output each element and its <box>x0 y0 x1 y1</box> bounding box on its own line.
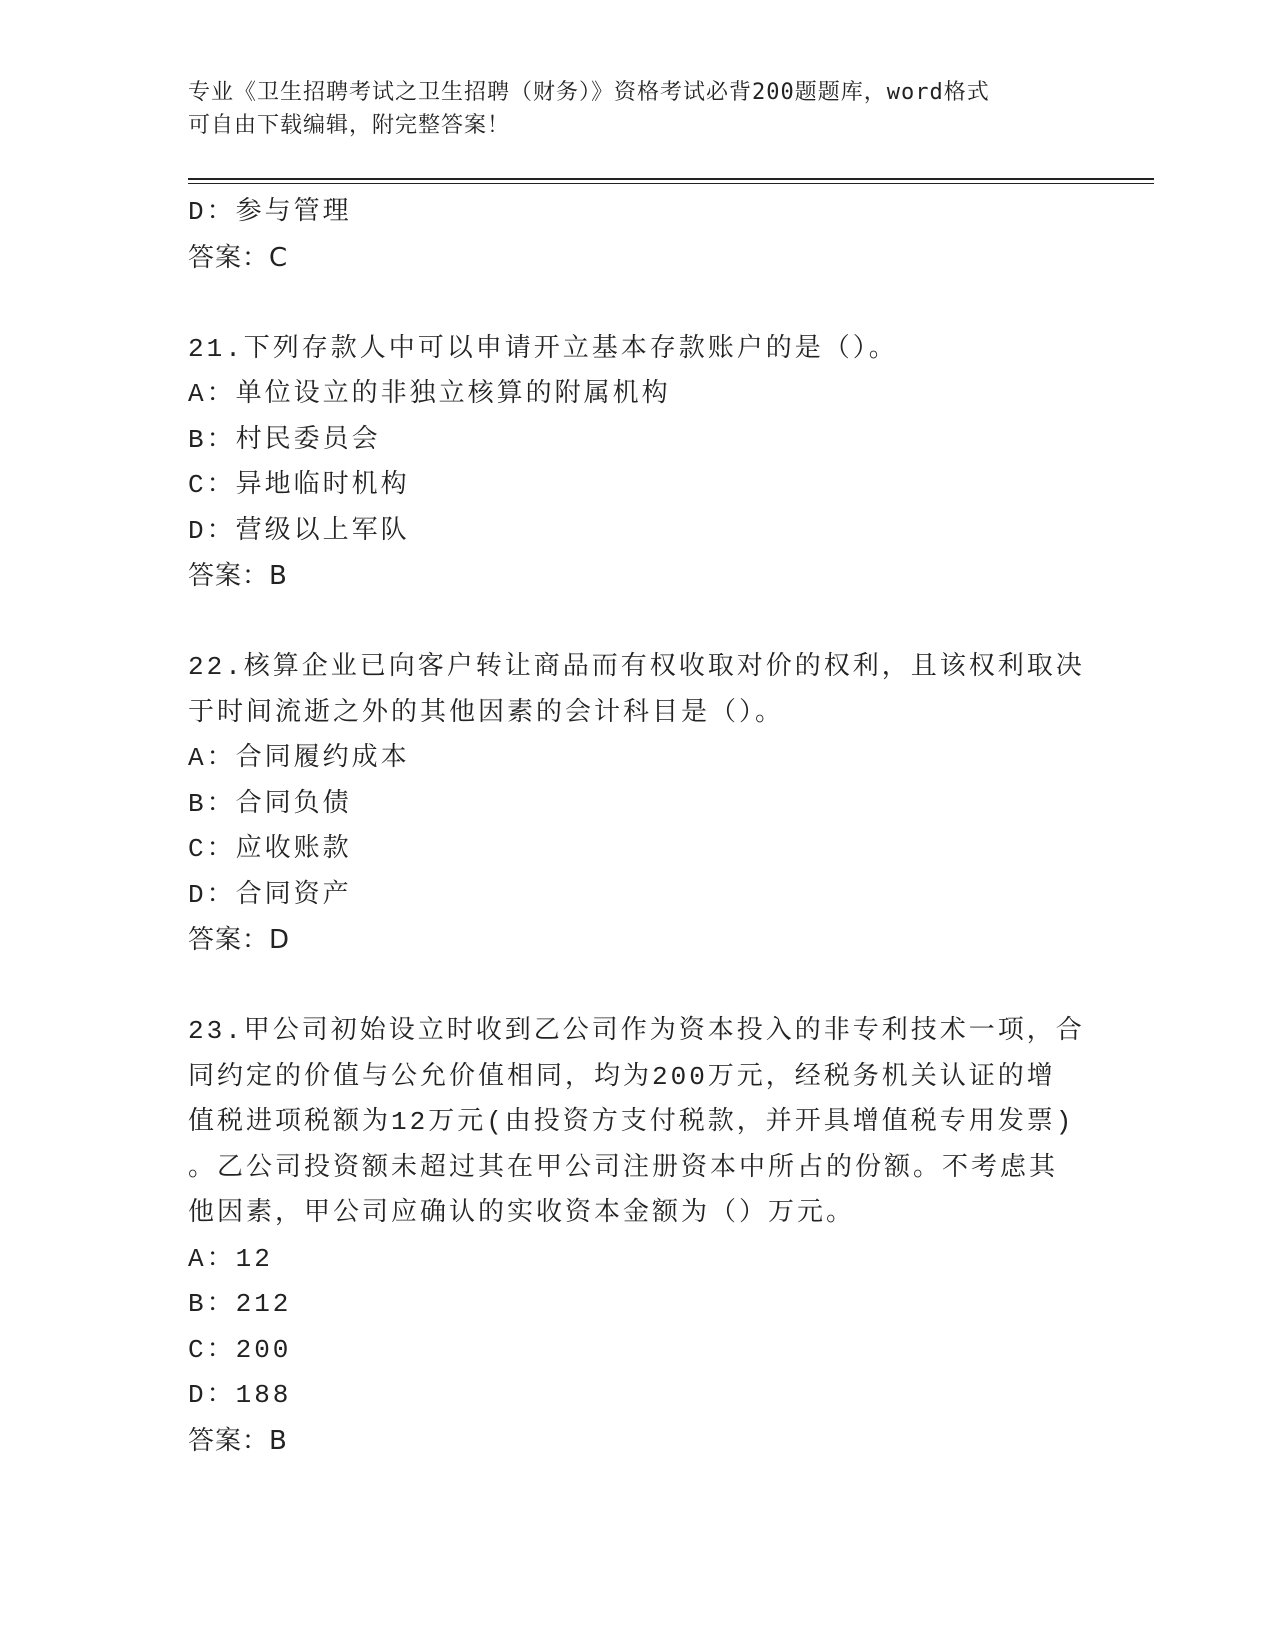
document-body <box>188 190 1088 1464</box>
stem-line: 值税进项税额为12万元(由投资方支付税款，并开具增值税专用发票) <box>188 1107 1075 1137</box>
question-stem <box>188 327 1088 373</box>
question-23 <box>188 1009 1088 1464</box>
header-divider-thick <box>188 178 1154 180</box>
stem-line: 23.甲公司初始设立时收到乙公司作为资本投入的非专利技术一项，合 <box>188 1016 1085 1046</box>
option-a: A：合同履约成本 <box>188 743 410 773</box>
option-d: D：合同资产 <box>188 879 352 910</box>
spacer <box>188 964 1088 1010</box>
question-21 <box>188 327 1088 600</box>
stem-line: 22.核算企业已向客户转让商品而有权收取对价的权利，且该权利取决 <box>188 652 1085 682</box>
option-b: B：合同负债 <box>188 788 352 819</box>
option-c: C：异地临时机构 <box>188 470 410 500</box>
option-d: D：参与管理 <box>188 197 352 227</box>
header-divider-thin <box>188 183 1154 184</box>
stem-line: 21.下列存款人中可以申请开立基本存款账户的是（）。 <box>188 333 898 364</box>
stem-line: 。乙公司投资额未超过其在甲公司注册资本中所占的份额。不考虑其 <box>188 1152 1059 1183</box>
question-22 <box>188 645 1088 964</box>
question-stem <box>188 645 1088 736</box>
option-c: C：应收账款 <box>188 834 352 864</box>
option-d: D：188 <box>188 1380 292 1410</box>
option-a: A：单位设立的非独立核算的附属机构 <box>188 379 671 409</box>
option-a: A：12 <box>188 1243 273 1274</box>
previous-question-tail <box>188 190 1088 281</box>
stem-line: 于时间流逝之外的其他因素的会计科目是（）。 <box>188 697 785 728</box>
stem-line: 同约定的价值与公允价值相同，均为200万元，经税务机关认证的增 <box>188 1061 1056 1092</box>
option-b: B：212 <box>188 1289 292 1319</box>
spacer <box>188 600 1088 646</box>
answer-line: 答案：B <box>188 561 288 591</box>
option-c: C：200 <box>188 1334 292 1365</box>
question-stem <box>188 1009 1088 1237</box>
answer-line: 答案：C <box>188 242 289 273</box>
stem-line: 他因素，甲公司应确认的实收资本金额为（）万元。 <box>188 1198 856 1228</box>
option-d: D：营级以上军队 <box>188 515 410 546</box>
answer-line: 答案：D <box>188 925 291 955</box>
header-line-1: 专业《卫生招聘考试之卫生招聘（财务）》资格考试必背200题题库，word格式 <box>188 80 990 105</box>
spacer <box>188 281 1088 327</box>
document-header <box>188 76 1088 142</box>
header-line-2: 可自由下载编辑，附完整答案！ <box>188 113 511 138</box>
option-b: B：村民委员会 <box>188 424 381 455</box>
answer-line: 答案：B <box>188 1425 288 1456</box>
